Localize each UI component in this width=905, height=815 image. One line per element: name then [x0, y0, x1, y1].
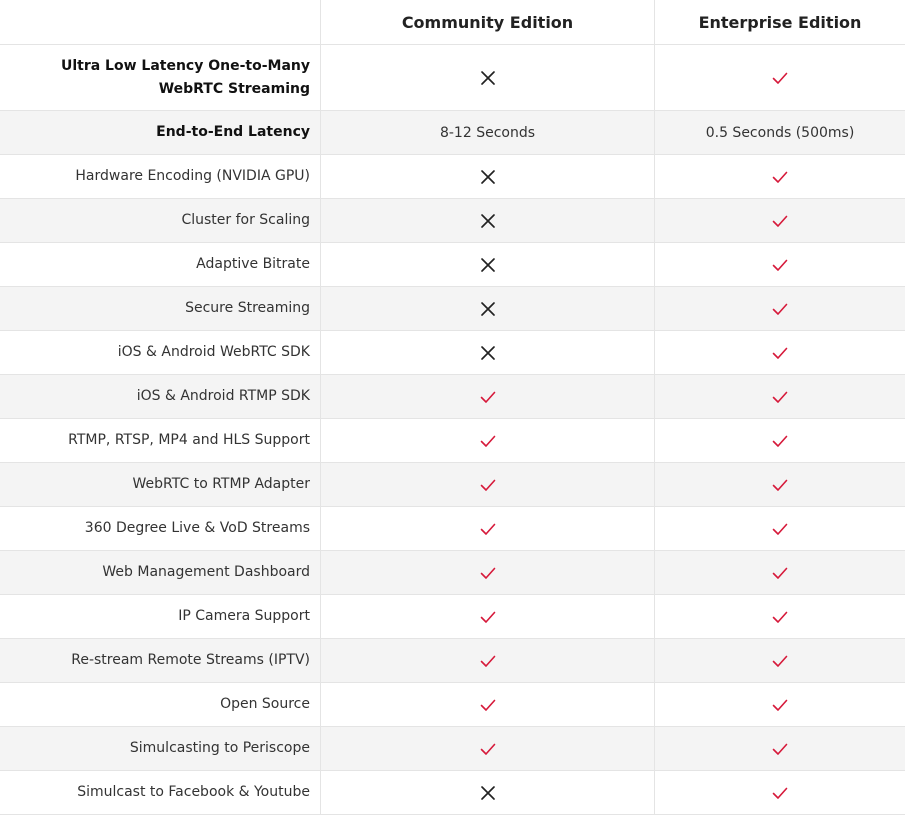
community-value-cell — [320, 375, 654, 418]
feature-label: Simulcast to Facebook & Youtube — [77, 784, 310, 800]
check-icon — [479, 564, 497, 582]
check-icon — [771, 476, 789, 494]
check-icon — [771, 564, 789, 582]
community-value-cell — [320, 551, 654, 594]
enterprise-value-cell — [654, 551, 905, 594]
enterprise-value-cell — [654, 111, 905, 154]
check-icon — [771, 740, 789, 758]
community-value-cell — [320, 727, 654, 770]
table-row — [0, 771, 905, 815]
feature-label: iOS & Android RTMP SDK — [136, 388, 310, 404]
community-value-cell — [320, 287, 654, 330]
header-empty-cell — [0, 0, 320, 44]
community-value-cell — [320, 639, 654, 682]
table-row — [0, 287, 905, 331]
enterprise-value-cell — [654, 45, 905, 110]
cross-icon — [479, 344, 497, 362]
enterprise-value-cell — [654, 771, 905, 814]
community-value-cell — [320, 595, 654, 638]
header-enterprise-edition: Enterprise Edition — [654, 0, 905, 44]
check-icon — [479, 696, 497, 714]
feature-label: Re-stream Remote Streams (IPTV) — [71, 652, 310, 668]
community-value-text: 8-12 Seconds — [439, 124, 536, 141]
feature-label: Adaptive Bitrate — [196, 256, 310, 272]
feature-label: 360 Degree Live & VoD Streams — [84, 520, 310, 536]
table-row — [0, 199, 905, 243]
feature-label: End-to-End Latency — [156, 124, 310, 140]
enterprise-value-cell — [654, 155, 905, 198]
enterprise-value-cell — [654, 683, 905, 726]
feature-label: RTMP, RTSP, MP4 and HLS Support — [68, 432, 310, 448]
community-value-cell — [320, 463, 654, 506]
enterprise-value-cell — [654, 375, 905, 418]
check-icon — [771, 696, 789, 714]
cross-icon — [479, 784, 497, 802]
check-icon — [771, 520, 789, 538]
feature-label: Web Management Dashboard — [102, 564, 310, 580]
community-value-cell — [320, 111, 654, 154]
community-value-cell — [320, 419, 654, 462]
feature-label: Open Source — [220, 696, 310, 712]
check-icon — [479, 740, 497, 758]
enterprise-value-cell — [654, 419, 905, 462]
feature-label: Cluster for Scaling — [181, 212, 310, 228]
table-row — [0, 639, 905, 683]
enterprise-value-cell — [654, 287, 905, 330]
table-row — [0, 111, 905, 155]
check-icon — [771, 256, 789, 274]
enterprise-value-text: 0.5 Seconds (500ms) — [705, 124, 855, 141]
check-icon — [479, 652, 497, 670]
table-row — [0, 727, 905, 771]
check-icon — [771, 69, 789, 87]
check-icon — [479, 432, 497, 450]
feature-label: WebRTC to RTMP Adapter — [132, 476, 310, 492]
check-icon — [479, 388, 497, 406]
check-icon — [479, 476, 497, 494]
table-header — [0, 0, 905, 45]
table-body — [0, 45, 905, 815]
table-row — [0, 45, 905, 111]
community-value-cell — [320, 45, 654, 110]
check-icon — [479, 520, 497, 538]
enterprise-value-cell — [654, 595, 905, 638]
table-row — [0, 551, 905, 595]
check-icon — [771, 300, 789, 318]
enterprise-value-cell — [654, 199, 905, 242]
enterprise-value-cell — [654, 331, 905, 374]
header-community-edition: Community Edition — [320, 0, 654, 44]
enterprise-value-cell — [654, 243, 905, 286]
table-row — [0, 683, 905, 727]
table-row — [0, 155, 905, 199]
check-icon — [479, 608, 497, 626]
check-icon — [771, 608, 789, 626]
table-row — [0, 375, 905, 419]
table-row — [0, 331, 905, 375]
enterprise-value-cell — [654, 507, 905, 550]
table-row — [0, 507, 905, 551]
feature-label: Secure Streaming — [185, 300, 310, 316]
check-icon — [771, 344, 789, 362]
table-row — [0, 419, 905, 463]
community-value-cell — [320, 331, 654, 374]
check-icon — [771, 388, 789, 406]
cross-icon — [479, 300, 497, 318]
feature-label: Simulcasting to Periscope — [129, 740, 310, 756]
community-value-cell — [320, 771, 654, 814]
cross-icon — [479, 256, 497, 274]
community-value-cell — [320, 155, 654, 198]
enterprise-value-cell — [654, 639, 905, 682]
community-value-cell — [320, 683, 654, 726]
cross-icon — [479, 168, 497, 186]
cross-icon — [479, 212, 497, 230]
table-row — [0, 243, 905, 287]
feature-label: Ultra Low Latency One-to-Many WebRTC Streaming — [60, 57, 310, 97]
table-row — [0, 595, 905, 639]
cross-icon — [479, 69, 497, 87]
check-icon — [771, 168, 789, 186]
community-value-cell — [320, 243, 654, 286]
community-value-cell — [320, 199, 654, 242]
table-row — [0, 463, 905, 507]
check-icon — [771, 652, 789, 670]
community-value-cell — [320, 507, 654, 550]
feature-label: Hardware Encoding (NVIDIA GPU) — [75, 168, 310, 184]
check-icon — [771, 432, 789, 450]
check-icon — [771, 212, 789, 230]
feature-label: iOS & Android WebRTC SDK — [117, 344, 310, 360]
enterprise-value-cell — [654, 463, 905, 506]
check-icon — [771, 784, 789, 802]
enterprise-value-cell — [654, 727, 905, 770]
feature-label: IP Camera Support — [178, 608, 310, 624]
